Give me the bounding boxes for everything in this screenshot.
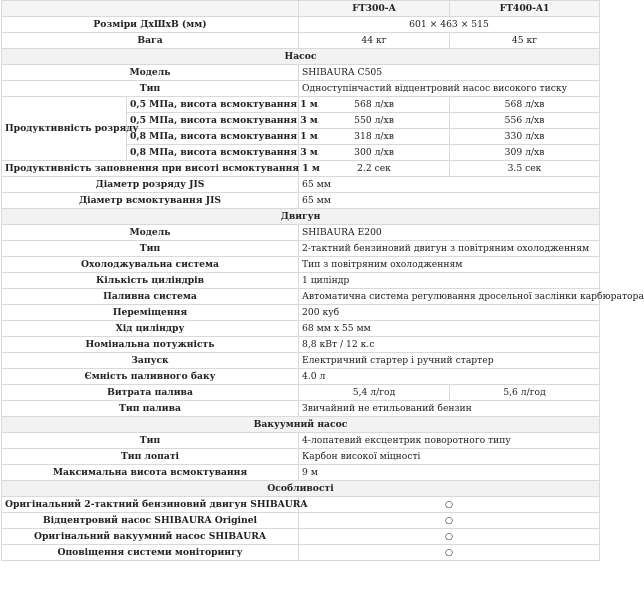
weight-label: Вага xyxy=(2,33,299,49)
vacuum-section-row xyxy=(2,417,600,433)
header-row xyxy=(2,1,600,17)
features-section-row xyxy=(2,481,600,497)
vacuum-spec-label: Тип лопаті xyxy=(2,449,299,465)
engine-spec-row xyxy=(2,225,600,241)
feature-row xyxy=(2,545,600,561)
engine-spec-row xyxy=(2,369,600,385)
vacuum-spec-value: 9 м xyxy=(299,465,600,481)
engine-spec-value: 2-тактний бензиновий двигун з повітряним охолодженням xyxy=(299,241,600,257)
engine-spec-value: Тип з повітряним охолодженням xyxy=(299,257,600,273)
engine-spec-row xyxy=(2,241,600,257)
engine-spec-row xyxy=(2,321,600,337)
engine-spec-value: Автоматична система регулювання дросельної заслінки карбюратора xyxy=(299,289,600,305)
inlet-row xyxy=(2,193,600,209)
discharge-condition-label: 0,5 МПа, висота всмоктування 1 м xyxy=(127,97,299,113)
outlet-label: Діаметр розряду JIS xyxy=(2,177,299,193)
feature-label: Відцентровий насос SHIBAURA Originel xyxy=(2,513,299,529)
engine-section-row xyxy=(2,209,600,225)
weight-value-b: 45 кг xyxy=(450,33,600,49)
pump-type-label: Тип xyxy=(2,81,299,97)
fuel-type-label: Тип палива xyxy=(2,401,299,417)
feature-mark: ○ xyxy=(299,497,600,513)
discharge-condition-label: 0,8 МПа, висота всмоктування 3 м xyxy=(127,145,299,161)
engine-spec-value: 8,8 кВт / 12 к.с xyxy=(299,337,600,353)
discharge-value-a: 550 л/хв xyxy=(299,113,450,129)
fuel-type-row xyxy=(2,401,600,417)
engine-spec-row xyxy=(2,353,600,369)
discharge-value-b: 309 л/хв xyxy=(450,145,600,161)
engine-spec-value: SHIBAURA E200 xyxy=(299,225,600,241)
discharge-value-b: 330 л/хв xyxy=(450,129,600,145)
feature-row xyxy=(2,513,600,529)
engine-spec-label: Запуск xyxy=(2,353,299,369)
inlet-label: Діаметр всмоктування JIS xyxy=(2,193,299,209)
vacuum-spec-label: Тип xyxy=(2,433,299,449)
engine-spec-row xyxy=(2,337,600,353)
vacuum-spec-label: Максимальна висота всмоктування xyxy=(2,465,299,481)
engine-spec-row xyxy=(2,305,600,321)
discharge-row xyxy=(2,97,600,113)
engine-spec-label: Тип xyxy=(2,241,299,257)
fill-label: Продуктивність заповнення при висоті всмоктування 1 м xyxy=(2,161,299,177)
weight-value-a: 44 кг xyxy=(299,33,450,49)
engine-spec-label: Хід циліндру xyxy=(2,321,299,337)
feature-label: Оповіщення системи моніторингу xyxy=(2,545,299,561)
fuel-consumption-label: Витрата палива xyxy=(2,385,299,401)
feature-label: Оригінальний вакуумний насос SHIBAURA xyxy=(2,529,299,545)
discharge-label: Продуктивність розряду xyxy=(2,97,127,161)
fuel-consumption-row xyxy=(2,385,600,401)
discharge-value-a: 318 л/хв xyxy=(299,129,450,145)
discharge-value-a: 300 л/хв xyxy=(299,145,450,161)
engine-spec-label: Ємність паливного баку xyxy=(2,369,299,385)
engine-spec-value: 1 циліндр xyxy=(299,273,600,289)
dimensions-label: Розміри ДхШхВ (мм) xyxy=(2,17,299,33)
engine-spec-label: Номінальна потужність xyxy=(2,337,299,353)
engine-spec-row xyxy=(2,257,600,273)
fuel-consumption-value-b: 5,6 л/год xyxy=(450,385,600,401)
pump-section-title: Насос xyxy=(2,49,600,65)
spec-table xyxy=(1,0,644,561)
engine-spec-label: Переміщення xyxy=(2,305,299,321)
discharge-value-b: 568 л/хв xyxy=(450,97,600,113)
feature-mark: ○ xyxy=(299,513,600,529)
pump-section-row xyxy=(2,49,600,65)
fuel-type-value: Звичайний не етильований бензин xyxy=(299,401,600,417)
feature-label: Оригінальний 2-тактний бензиновий двигун SHIBAURA xyxy=(2,497,299,513)
pump-model-row xyxy=(2,65,600,81)
pump-model-label: Модель xyxy=(2,65,299,81)
engine-spec-label: Охолоджувальна система xyxy=(2,257,299,273)
pump-model-value: SHIBAURA C505 xyxy=(299,65,600,81)
engine-spec-value: 68 мм x 55 мм xyxy=(299,321,600,337)
vacuum-spec-value: 4-лопатевий ексцентрик поворотного типу xyxy=(299,433,600,449)
features-section-title: Особливості xyxy=(2,481,600,497)
fill-value-b: 3.5 сек xyxy=(450,161,600,177)
dimensions-value: 601 × 463 × 515 xyxy=(299,17,600,33)
dimensions-row xyxy=(2,17,600,33)
discharge-value-b: 556 л/хв xyxy=(450,113,600,129)
inlet-value: 65 мм xyxy=(299,193,600,209)
weight-row xyxy=(2,33,600,49)
feature-mark: ○ xyxy=(299,529,600,545)
engine-spec-value: 4.0 л xyxy=(299,369,600,385)
engine-spec-row xyxy=(2,289,600,305)
discharge-value-a: 568 л/хв xyxy=(299,97,450,113)
engine-spec-row xyxy=(2,273,600,289)
feature-mark: ○ xyxy=(299,545,600,561)
outlet-row xyxy=(2,177,600,193)
discharge-condition-label: 0,5 МПа, висота всмоктування 3 м xyxy=(127,113,299,129)
vacuum-section-title: Вакуумний насос xyxy=(2,417,600,433)
fill-row xyxy=(2,161,600,177)
pump-type-value: Одноступінчастий відцентровий насос високого тиску xyxy=(299,81,600,97)
model-b-header: FT400-A1 xyxy=(450,1,600,17)
fuel-consumption-value-a: 5,4 л/год xyxy=(299,385,450,401)
engine-spec-value: Електричний стартер і ручний стартер xyxy=(299,353,600,369)
vacuum-spec-value: Карбон високої міцності xyxy=(299,449,600,465)
engine-section-title: Двигун xyxy=(2,209,600,225)
pump-type-row xyxy=(2,81,600,97)
vacuum-spec-row xyxy=(2,433,600,449)
fill-value-a: 2.2 сек xyxy=(299,161,450,177)
engine-spec-value: 200 куб xyxy=(299,305,600,321)
vacuum-spec-row xyxy=(2,449,600,465)
header-blank-cell xyxy=(2,1,299,17)
vacuum-spec-row xyxy=(2,465,600,481)
model-a-header: FT300-A xyxy=(299,1,450,17)
engine-spec-label: Кількість циліндрів xyxy=(2,273,299,289)
engine-spec-label: Паливна система xyxy=(2,289,299,305)
discharge-condition-label: 0,8 МПа, висота всмоктування 1 м xyxy=(127,129,299,145)
feature-row xyxy=(2,497,600,513)
feature-row xyxy=(2,529,600,545)
outlet-value: 65 мм xyxy=(299,177,600,193)
engine-spec-label: Модель xyxy=(2,225,299,241)
